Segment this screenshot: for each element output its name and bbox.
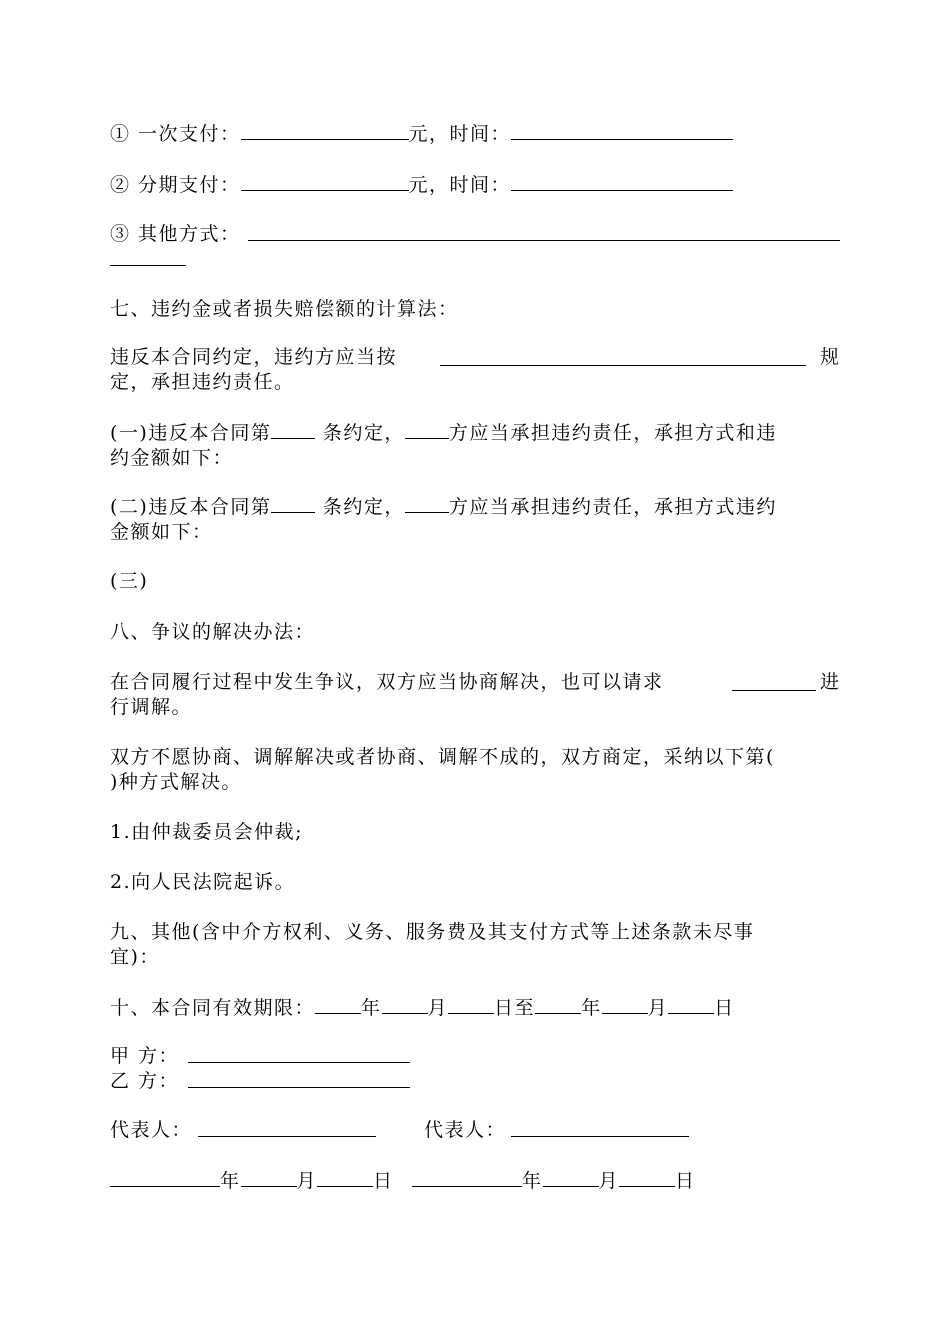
clause-1-mid: 条约定， bbox=[322, 422, 405, 444]
section-7-heading: 七、违约金或者损失赔偿额的计算法： bbox=[110, 298, 459, 320]
year-blank bbox=[412, 1168, 522, 1187]
party-a-label: 甲 方： bbox=[110, 1045, 180, 1067]
day-unit: 日 bbox=[675, 1170, 696, 1192]
section-8-option-2: 2.向人民法院起诉。 bbox=[110, 871, 296, 893]
section-10-validity bbox=[110, 995, 735, 1020]
other-method-blank-continued bbox=[110, 265, 186, 266]
payment-option-2-label: ② 分期支付： bbox=[110, 174, 241, 196]
month-unit: 月 bbox=[598, 1170, 620, 1192]
clause-2-mid: 条约定， bbox=[322, 496, 405, 518]
section-7-p2-line2: 约金额如下： bbox=[110, 447, 234, 469]
mediator-blank bbox=[732, 690, 816, 691]
month-unit: 月 bbox=[647, 997, 669, 1019]
validity-label: 十、本合同有效期限： bbox=[110, 997, 316, 1019]
start-day-blank bbox=[448, 995, 494, 1014]
month-blank bbox=[543, 1168, 599, 1187]
section-7-p3-line2: 金额如下： bbox=[110, 521, 213, 543]
party-blank bbox=[405, 420, 449, 439]
section-8-p1-line1 bbox=[110, 670, 664, 694]
penalty-basis-blank bbox=[440, 365, 806, 366]
time-blank bbox=[511, 121, 733, 140]
section-9-heading-line2: 宜)： bbox=[110, 946, 160, 968]
year-blank bbox=[110, 1168, 220, 1187]
section-8-option-1: 1.由仲裁委员会仲裁; bbox=[110, 821, 304, 843]
year-unit: 年 bbox=[220, 1170, 241, 1192]
day-unit: 日 bbox=[714, 997, 735, 1019]
payment-option-1 bbox=[110, 121, 733, 146]
day-blank bbox=[619, 1168, 675, 1187]
end-month-blank bbox=[602, 995, 648, 1014]
month-unit: 月 bbox=[427, 997, 449, 1019]
section-7-p1-end: 规 bbox=[820, 346, 841, 368]
month-unit: 月 bbox=[296, 1170, 318, 1192]
amount-blank bbox=[241, 172, 409, 191]
section-7-p1-line2: 定，承担违约责任。 bbox=[110, 371, 295, 393]
payment-option-1-label: ① 一次支付： bbox=[110, 123, 241, 145]
clause-number-blank bbox=[271, 494, 315, 513]
party-a-blank bbox=[188, 1062, 410, 1063]
representative-a: 代表人： bbox=[110, 1119, 193, 1141]
mediation-text: 在合同履行过程中发生争议，双方应当协商解决，也可以请求 bbox=[110, 671, 664, 693]
payment-option-3-label: ③ 其他方式： bbox=[110, 223, 241, 245]
party-b-label: 乙 方： bbox=[110, 1070, 180, 1092]
section-9-heading-line1: 九、其他(含中介方权利、义务、服务费及其支付方式等上述条款未尽事 bbox=[110, 921, 755, 943]
month-blank bbox=[241, 1168, 297, 1187]
section-7-p2-line1 bbox=[110, 420, 777, 445]
party-a-line bbox=[110, 1044, 179, 1068]
section-7-p3-line1 bbox=[110, 494, 777, 519]
payment-option-2-unit: 元，时间： bbox=[408, 174, 512, 196]
start-year-blank bbox=[315, 995, 361, 1014]
representative-b-blank bbox=[511, 1136, 689, 1137]
section-8-heading: 八、争议的解决办法： bbox=[110, 621, 316, 643]
other-method-blank bbox=[248, 240, 840, 241]
signing-date-a bbox=[110, 1168, 394, 1193]
clause-1-prefix: (一)违反本合同第 bbox=[110, 422, 272, 444]
party-blank bbox=[405, 494, 449, 513]
party-b-line bbox=[110, 1069, 179, 1093]
year-unit: 年 bbox=[361, 997, 382, 1019]
time-blank bbox=[511, 172, 733, 191]
section-8-p2-line1: 双方不愿协商、调解解决或者协商、调解不成的，双方商定，采纳以下第( bbox=[110, 746, 775, 768]
day-blank bbox=[317, 1168, 373, 1187]
clause-2-prefix: (二)违反本合同第 bbox=[110, 496, 272, 518]
representative-a-blank bbox=[198, 1136, 376, 1137]
year-unit: 年 bbox=[522, 1170, 543, 1192]
payment-option-1-unit: 元，时间： bbox=[408, 123, 512, 145]
section-7-p4: (三) bbox=[110, 570, 149, 592]
payment-option-3 bbox=[110, 222, 241, 246]
party-b-blank bbox=[188, 1087, 410, 1088]
representative-b: 代表人： bbox=[424, 1119, 507, 1141]
signing-date-b bbox=[412, 1168, 696, 1193]
day-to-unit: 日至 bbox=[494, 997, 536, 1019]
section-8-p1-end: 进 bbox=[820, 671, 841, 693]
year-unit: 年 bbox=[581, 997, 602, 1019]
end-year-blank bbox=[535, 995, 581, 1014]
section-7-p1-line1 bbox=[110, 345, 397, 369]
amount-blank bbox=[241, 121, 409, 140]
clause-2-suffix: 方应当承担违约责任，承担方式违约 bbox=[448, 496, 777, 518]
clause-1-suffix: 方应当承担违约责任，承担方式和违 bbox=[448, 422, 777, 444]
start-month-blank bbox=[382, 995, 428, 1014]
section-7-p1-text: 违反本合同约定，违约方应当按 bbox=[110, 346, 398, 368]
end-day-blank bbox=[668, 995, 714, 1014]
clause-number-blank bbox=[271, 420, 315, 439]
day-unit: 日 bbox=[373, 1170, 394, 1192]
section-8-p1-line2: 行调解。 bbox=[110, 696, 193, 718]
payment-option-2 bbox=[110, 172, 733, 197]
section-8-p2-line2: )种方式解决。 bbox=[110, 771, 242, 793]
